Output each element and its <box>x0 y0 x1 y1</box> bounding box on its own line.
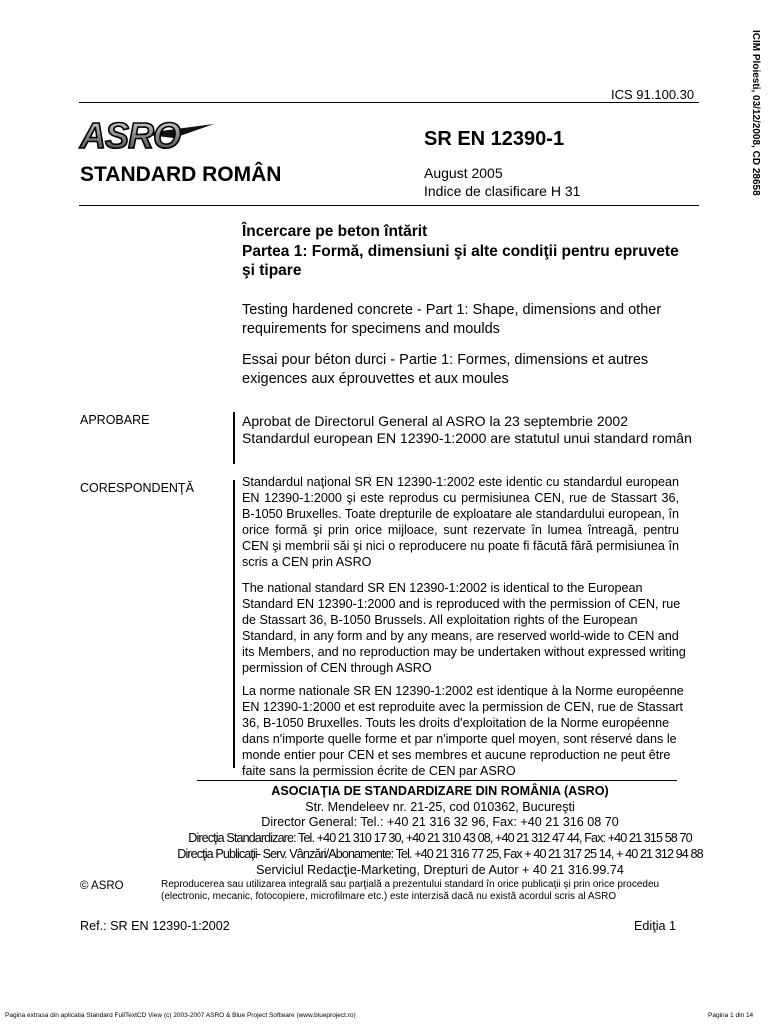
title-french: Essai pour béton durci - Partie 1: Formes, dimensions et autres exigences aux éprouvettes et aux moules <box>242 352 649 387</box>
logo-text: ASRO <box>80 115 181 156</box>
correspondence-romanian: Standardul naţional SR EN 12390-1:2002 este identic cu standardul european EN 12390-1:2000 şi este reprodus cu permisiunea CEN, rue de Stassart 36, B-1050 Bruxelles. Toate drepturile de exploatare ale standardului european, în orice formă şi prin orice mijloace, sunt rezervate în lumea întreagă, pentru CEN şi membrii săi şi nici o reproducere nu poate fi făcută fără permisiunea în scris a CEN prin ASRO <box>242 475 679 569</box>
document-code: SR EN 12390-1 <box>424 128 565 150</box>
corespondenta-bar <box>233 480 235 768</box>
aprobare-line2: Standardul european EN 12390-1:2000 are statutul unui standard român <box>242 430 692 446</box>
title-ro-line1: Încercare pe beton întărit <box>242 223 428 240</box>
association-marketing-service: Serviciul Redacţie-Marketing, Drepturi de Autor + 40 21 316.99.74 <box>256 862 624 877</box>
title-english: Testing hardened concrete - Part 1: Shape, dimensions and other requirements for specimens and moulds <box>242 302 662 337</box>
header-divider <box>79 205 699 206</box>
association-publications-dept: Direcţia Publicaţii- Serv. Vânzări/Abonamente: Tel. +40 21 316 77 25, Fax + 40 21 317 25 14, + 40 21 312 94 88 <box>177 846 703 861</box>
standard-label: STANDARD ROMÂN <box>80 163 282 186</box>
footer-source: Pagina extrasa din aplicatia Standard FullTextCD View (c) 2003-2007 ASRO & Blue Project Software (www.blueproject.ro) <box>5 1012 356 1019</box>
title-romanian <box>242 222 682 281</box>
classification-index: Indice de clasificare H 31 <box>424 183 581 199</box>
association-divider <box>197 780 677 781</box>
corespondenta-label: CORESPONDENŢĂ <box>80 481 194 495</box>
correspondence-english: The national standard SR EN 12390-1:2002 is identical to the European Standard EN 12390-1:2000 and is reproduced with the permission of CEN, rue de Stassart 36, B-1050 Brussels. All exploitation rights of the European Standard, in any form and by any means, are reserved world-wide to CEN and its Members, and no reproduction may be undertaken without expressed writing permission of CEN through ASRO <box>242 581 686 675</box>
aprobare-label: APROBARE <box>80 413 150 427</box>
correspondence-french: La norme nationale SR EN 12390-1:2002 est identique à la Norme européenne EN 12390-1:2000 et est reproduite avec la permission de CEN, rue de Stassart 36, B-1050 Bruxelles. Touts les droits d'exploitation de la Norme européenne dans n'importe quelle forme et par n'importe quel moyen, sont réservé dans le monde entier pour CEN et ses membres et aucune reproduction ne peut être faite sans la permission écrite de CEN par ASRO <box>242 684 684 778</box>
aprobare-bar <box>233 412 235 464</box>
reference-number: Ref.: SR EN 12390-1:2002 <box>80 919 230 933</box>
edition: Ediţia 1 <box>634 919 677 933</box>
copyright-label: © ASRO <box>80 880 124 892</box>
association-standardization-dept: Direcţia Standardizare: Tel. +40 21 310 17 30, +40 21 310 43 08, +40 21 312 47 44, Fax: +40 21 315 58 70 <box>188 831 692 846</box>
side-stamp: ICIM Ploiesti, 03/12/2008, CD 28658 <box>750 30 761 196</box>
asro-logo <box>78 112 214 158</box>
copyright-text: Reproducerea sau utilizarea integrală sau parţială a prezentului standard în orice publicaţii şi prin orice procedeu (electronic, mecanic, fotocopiere, microfilmare etc.) este interzisă dacă nu există acordul scris al ASRO <box>161 879 660 902</box>
association-block <box>140 784 740 878</box>
page-number: Pagina 1 din 14 <box>708 1012 754 1019</box>
top-divider <box>79 102 699 103</box>
aprobare-line1: Aprobat de Directorul General al ASRO la 23 septembrie 2002 <box>242 413 628 429</box>
association-name: ASOCIAŢIA DE STANDARDIZARE DIN ROMÂNIA (ASRO) <box>271 784 609 798</box>
association-address: Str. Mendeleev nr. 21-25, cod 010362, Bucureşti <box>305 799 575 814</box>
title-ro-line2: Partea 1: Formă, dimensiuni şi alte condiţii pentru epruvete şi tipare <box>242 242 679 279</box>
aprobare-text <box>242 413 692 447</box>
ics-code: ICS 91.100.30 <box>611 87 695 102</box>
association-director: Director General: Tel.: +40 21 316 32 96, Fax: +40 21 316 08 70 <box>261 815 619 830</box>
publication-date: August 2005 <box>424 165 503 181</box>
